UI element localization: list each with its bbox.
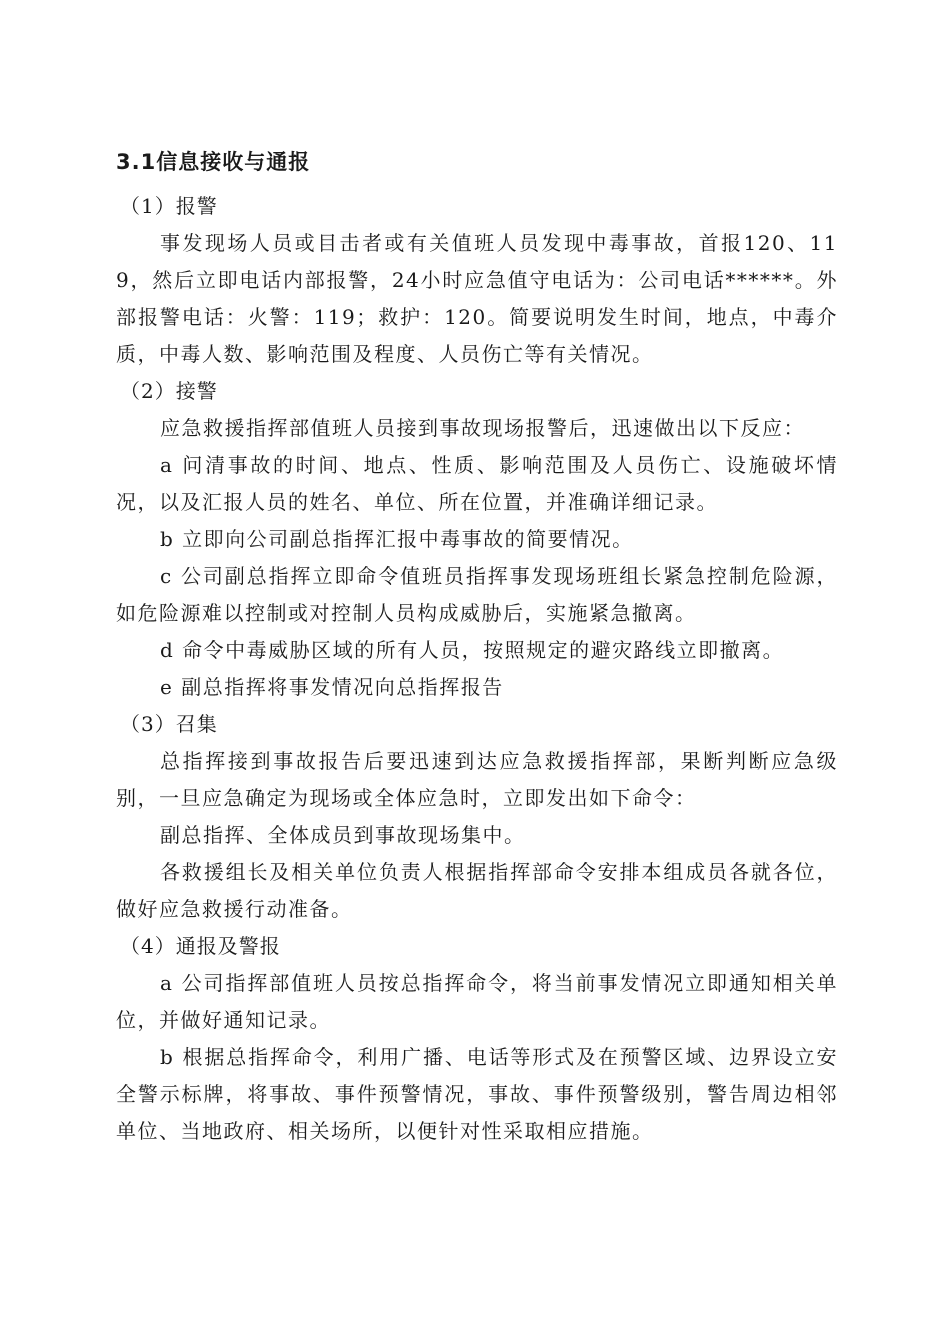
paragraph-assemble-intro: 总指挥接到事故报告后要迅速到达应急救援指挥部，果断判断应急级别，一旦应急确定为现场或全体应急时，立即发出如下命令： xyxy=(116,749,838,810)
paragraph-receive-b: b 立即向公司副总指挥汇报中毒事故的简要情况。 xyxy=(160,527,634,551)
paragraph-receive-d: d 命令中毒威胁区域的所有人员，按照规定的避灾路线立即撤离。 xyxy=(160,638,785,662)
section-title: 3.1信息接收与通报 xyxy=(116,150,311,174)
subheading-report-alarm: （1）报警 xyxy=(120,194,218,218)
paragraph-assemble-order-1: 副总指挥、全体成员到事故现场集中。 xyxy=(160,823,526,847)
paragraph-receive-c: c 公司副总指挥立即命令值班员指挥事发现场班组长紧急控制危险源，如危险源难以控制或对控制人员构成威胁后，实施紧急撤离。 xyxy=(116,564,838,625)
paragraph-assemble-order-2: 各救援组长及相关单位负责人根据指挥部命令安排本组成员各就各位，做好应急救援行动准备。 xyxy=(116,860,838,921)
paragraph-notify-a: a 公司指挥部值班人员按总指挥命令，将当前事发情况立即通知相关单位，并做好通知记录。 xyxy=(116,971,838,1032)
paragraph-report-alarm: 事发现场人员或目击者或有关值班人员发现中毒事故，首报120、119，然后立即电话内部报警，24小时应急值守电话为：公司电话******。外部报警电话：火警：119；救护：120。简要说明发生时间，地点，中毒介质，中毒人数、影响范围及程度、人员伤亡等有关情况。 xyxy=(116,231,838,366)
subheading-assemble: （3）召集 xyxy=(120,712,218,736)
paragraph-notify-b: b 根据总指挥命令，利用广播、电话等形式及在预警区域、边界设立安全警示标牌，将事故、事件预警情况，事故、事件预警级别，警告周边相邻单位、当地政府、相关场所，以便针对性采取相应措施。 xyxy=(116,1045,838,1143)
subheading-notify-alarm: （4）通报及警报 xyxy=(120,934,281,958)
subheading-receive-alarm: （2）接警 xyxy=(120,379,218,403)
paragraph-receive-e: e 副总指挥将事发情况向总指挥报告 xyxy=(160,675,504,699)
document-body xyxy=(116,140,838,1150)
paragraph-receive-intro: 应急救援指挥部值班人员接到事故现场报警后，迅速做出以下反应： xyxy=(160,416,805,440)
paragraph-receive-a: a 问清事故的时间、地点、性质、影响范围及人员伤亡、设施破坏情况，以及汇报人员的姓名、单位、所在位置，并准确详细记录。 xyxy=(116,453,838,514)
